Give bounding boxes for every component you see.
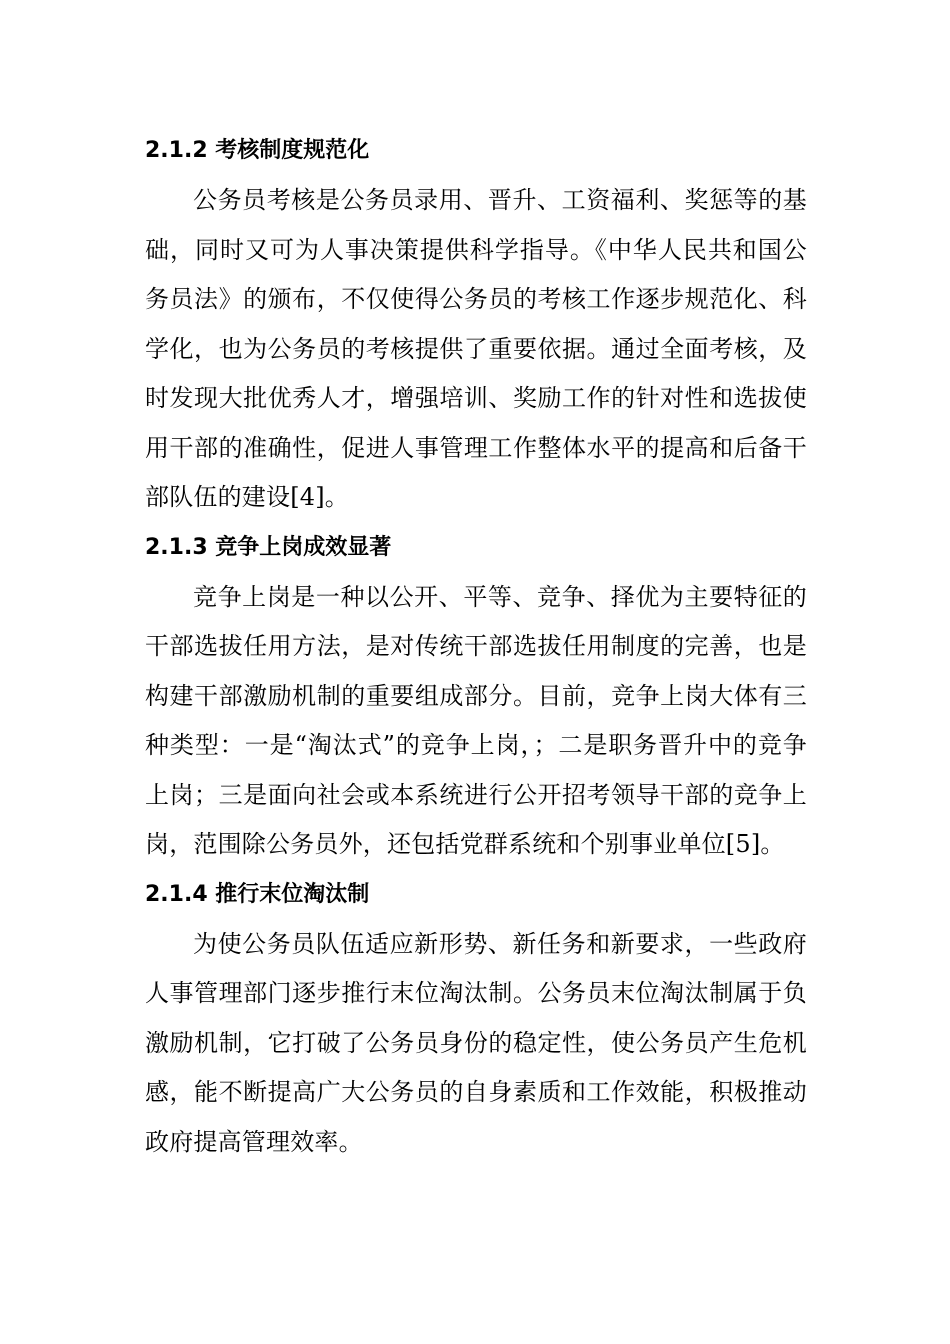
section-paragraph-2-1-2: 公务员考核是公务员录用、晋升、工资福利、奖惩等的基础，同时又可为人事决策提供科学指导。《中华人民共和国公务员法》的颁布，不仅使得公务员的考核工作逐步规范化、科学化，也为公务员的考核提供了重要依据。通过全面考核，及时发现大批优秀人才，增强培训、奖励工作的针对性和选拔使用干部的准确性，促进人事管理工作整体水平的提高和后备干部队伍的建设[4]。 [145, 186, 807, 511]
section-paragraph-2-1-3: 竞争上岗是一种以公开、平等、竞争、择优为主要特征的干部选拔任用方法，是对传统干部选拔任用制度的完善，也是构建干部激励机制的重要组成部分。目前，竞争上岗大体有三种类型：一是“淘汰式”的竞争上岗，；二是职务晋升中的竞争上岗；三是面向社会或本系统进行公开招考领导干部的竞争上岗，范围除公务员外，还包括党群系统和个别事业单位[5]。 [145, 582, 807, 858]
section-heading-2-1-3: 2.1.3 竞争上岗成效显著 [145, 534, 392, 560]
section-heading-2-1-2: 2.1.2 考核制度规范化 [145, 138, 370, 163]
document-page [145, 126, 807, 1167]
section-heading-2-1-4: 2.1.4 推行末位淘汰制 [145, 881, 370, 907]
section-paragraph-2-1-4: 为使公务员队伍适应新形势、新任务和新要求，一些政府人事管理部门逐步推行末位淘汰制。公务员末位淘汰制属于负激励机制，它打破了公务员身份的稳定性，使公务员产生危机感，能不断提高广大公务员的自身素质和工作效能，积极推动政府提高管理效率。 [145, 929, 807, 1156]
